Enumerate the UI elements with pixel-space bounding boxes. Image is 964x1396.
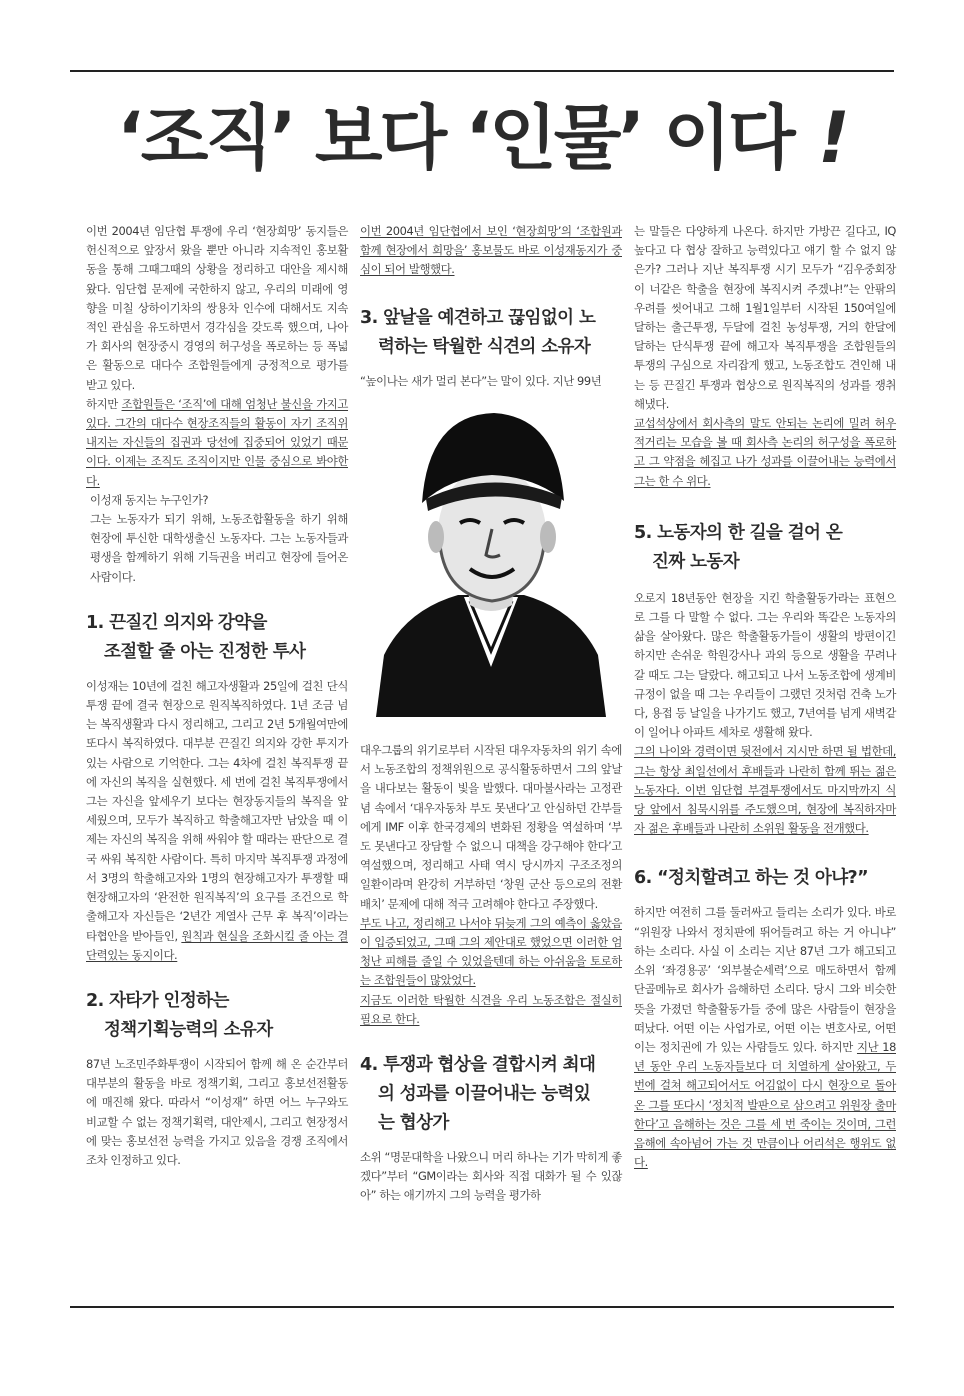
portrait-photo (366, 405, 616, 717)
section-2-heading (86, 987, 348, 1045)
section-3-underlined-2: 지금도 이러한 탁월한 식견을 우리 노동조합은 절실히 필요로 한다. (360, 992, 622, 1026)
section-3-underlined-1: 부도 나고, 정리해고 나서야 뒤늦게 그의 예측이 옳았음이 입증되었고, 그때 그의 제안대로 했었으면 이러한 엄청난 피해를 줄일 수 있었을텐데 하는 아쉬움을 토로하는 조합원들이 많았었다. (360, 915, 622, 988)
column-3 (634, 222, 896, 1172)
section-4-continued: 는 말들은 다양하게 나온다. 하지만 가방끈 길다고, IQ 높다고 다 협상 잘하고 능력있다고 얘기 할 수 없지 않은가? 그러나 지난 복직투쟁 시기 모두가 “김우중회장이 너같은 학출을 현장에 복직시켜 주겠냐!”는 안팎의 우려를 씻어내고 그해 1월1일부터 시작된 150여일에 달하는 출근투쟁, 두달에 걸친 농성투쟁, 거의 한달에 달하는 단식투쟁 끝에 해고자 복직투쟁을 조합원들의 투쟁의 구심으로 자리잡게 했고, 노동조합도 견인해 내는 등 끈질긴 투쟁과 협상으로 원직복직의 성과를 쟁취해냈다. (634, 224, 896, 411)
section-6-text: 하지만 여전히 그를 둘러싸고 들리는 소리가 있다. 바로 “위원장 나와서 정치판에 뛰어들려고 하는 거 아니냐” 하는 소리다. 사실 이 소리는 지난 87년 그가 해고되고 소위 ‘좌경용공’ ‘외부불순세력’으로 매도하면서 함께 단골메뉴로 회사가 음해하던 소리다. 당시 그와 비슷한 뜻을 가졌던 학출활동가들 중에 많은 사람들이 현장을 떠났다. 어떤 이는 사업가로, 어떤 이는 변호사로, 어떤 이는 정치권에 가 있는 사람들도 있다. 하지만 (634, 905, 896, 1054)
headline (70, 88, 894, 188)
headline-exclamation: ! (817, 97, 847, 179)
section-1-heading (86, 609, 348, 667)
section-1-body (86, 677, 348, 965)
section-5-line-1: 5. 노동자의 한 길을 걸어 온 (634, 522, 843, 543)
section-6-body (634, 903, 896, 1172)
top-rule (70, 70, 894, 72)
section-4-body: 소위 “명문대학을 나왔으니 머리 하나는 기가 막히게 좋겠다”부터 “GM이라는 회사와 직접 대화가 될 수 있잖아” 하는 애기까지 그의 능력을 평가하 (360, 1150, 622, 1203)
section-4-line-1: 4. 투쟁과 협상을 결합시켜 최대 (360, 1055, 596, 1076)
section-5-underlined: 그의 나이와 경력이면 뒷전에서 지시만 하면 될 법한데, 그는 항상 최일선에서 후배들과 나란히 함께 뛰는 젊은 노동자다. 이번 임단협 부결투쟁에서도 마지막까지 식당 앞에서 침묵시위를 주도했으며, 현장에 복직하자마자 젊은 후배들과 나란히 소위원 활동을 전개했다. (634, 744, 896, 836)
section-3-intro: “높이나는 새가 멀리 본다”는 말이 있다. 지난 99년 (360, 373, 602, 388)
section-5-line-2: 진짜 노동자 (652, 551, 740, 572)
column-1 (86, 222, 348, 1170)
section-4-line-3: 는 협상가 (378, 1113, 449, 1134)
section-1-line-1: 1. 끈질긴 의지와 강약을 (86, 612, 267, 633)
who-question: 이성재 동지는 누구인가? (90, 492, 209, 507)
section-4-underlined: 교섭석상에서 회사측의 말도 안되는 논리에 밀려 허우적거리는 모습을 볼 때 회사측 논리의 허구성을 폭로하고 그 약점을 헤집고 나가 성과를 이끌어내는 능력에서 그는 한 수 위다. (634, 416, 896, 488)
section-5-body: 오로지 18년동안 현장을 지킨 학출활동가라는 표현으로 그를 다 말할 수 없다. 그는 우리와 똑같은 노동자의 삶을 살아왔다. 많은 학출활동가들이 생활의 방편이긴 하지만 손쉬운 학원강사나 과외 등으로 생활을 꾸려나갈 때도 그는 달랐다. 해고되고 나서 노동조합에 생계비 규정이 없을 때 그는 우리들이 그랬던 것처럼 건축 노가다, 용접 등 날일을 나가기도 했고, 7년여를 넘게 새벽같이 일어나 아파트 세차로 생활해 왔다. (634, 590, 896, 740)
section-2-body: 87년 노조민주화투쟁이 시작되어 함께 해 온 순간부터 대부분의 활동을 바로 정책기획, 그리고 홍보선전활동에 매진해 왔다. 따라서 “이성재” 하면 어느 누구와도 비교할 수 없는 정책기획력, 대안제시, 그리고 현장정서에 맞는 홍보선전 능력을 가지고 있음을 경쟁 조직에서조차 인정하고 있다. (86, 1056, 348, 1167)
section-1-underlined: 원칙과 현실을 조화시킬 줄 아는 결단력있는 동지이다. (86, 928, 348, 962)
section-2-line-1: 2. 자타가 인정하는 (86, 990, 229, 1011)
however-lead: 하지만 (86, 396, 122, 411)
section-6-heading (634, 864, 896, 893)
intro-paragraph: 이번 2004년 임단협 투쟁에 우리 ‘현장희망’ 동지들은 헌신적으로 앞장서 왔을 뿐만 아니라 지속적인 홍보활동을 통해 그때그때의 상황을 정리하고 대안을 제시해 왔다. 임단협 문제에 국한하지 않고, 우리의 미래에 영향을 미칠 상하이기차의 쌍용차 인수에 대해서도 지속적인 관심을 유도하면서 경각심을 갖도록 했으며, 나아가 회사의 현장중시 경영의 허구성을 폭로하는 등 폭넓은 활동으로 대다수 조합원들에게 긍정적으로 평가를 받고 있다. (86, 224, 348, 392)
column-2-top-underlined: 이번 2004년 임단협에서 보인 ‘현장희망’의 ‘조합원과 함께 현장에서 희망을’ 홍보물도 바로 이성재동지가 중심이 되어 발행했다. (360, 224, 622, 277)
section-3-line-1: 3. 앞날을 예견하고 끊임없이 노 (360, 307, 596, 328)
section-6-line-1: 6. “정치할려고 하는 것 아냐?” (634, 868, 868, 889)
section-1-text: 이성재는 10년에 걸친 해고자생활과 25일에 걸친 단식투쟁 끝에 결국 현장으로 원직복직하였다. 1년 조금 넘는 복직생활과 다시 정리해고, 그리고 2년 5개월여만에 또다시 복직하였다. 대부분 끈질긴 의지와 강한 투지가 있는 사람으로 기억한다. 그는 4차에 걸친 복직투쟁 끝에 자신의 복직을 실현했다. 세 번에 걸친 복직투쟁에서 그는 자신을 앞세우기 보다는 현장동지들의 복직을 앞세웠으며, 모두가 복직하고 학출해고자만 남았을 때 이제는 자신의 복직을 위해 싸워야 할 때라는 판단으로 결국 싸워 복직한 사람이다. 특히 마지막 복직투쟁 과정에서 3명의 학출해고자와 1명의 현장해고자가 투쟁할 때 현장해고자의 ‘완전한 원직복직’의 요구를 조건으로 학출해고자 자신들은 ‘2년간 계열사 근무 후 복직’이라는 타협안을 받아들인, (86, 678, 348, 943)
headline-text: ‘조직’ 보다 ‘인물’ 이다 (117, 97, 793, 179)
section-5-heading (634, 519, 896, 577)
bottom-rule (70, 1306, 894, 1308)
section-3-body: 대우그룹의 위기로부터 시작된 대우자동차의 위기 속에서 노동조합의 정책위원으로 공식활동하면서 그의 앞날을 내다보는 활동이 빛을 발했다. 대마불사라는 고정관념 속에서 ‘대우자동차 부도 못낸다’고 안심하던 간부들에게 IMF 이후 한국경제의 변화된 정황을 역설하며 ‘부도 못낸다고 장담할 수 없으니 대책을 강구해야 한다’고 역설했으며, 정리해고 사태 역시 당시까지 구조조정의 일환이라며 완강히 거부하던 ‘창원 군산 등으로의 전환배치’ 문제에 대해 적극 고려해야 한다고 주장했다. (360, 743, 622, 911)
section-6-underlined: 지난 18년 동안 우리 노동자들보다 더 치열하게 살아왔고, 두 번에 걸쳐 해고되어서도 어김없이 다시 현장으로 돌아온 그를 또다시 ‘정치적 발판으로 삼으려고 위원장 출마한다’고 음해하는 것은 그를 세 번 죽이는 것이며, 그런 음해에 속아넘어 가는 것 만큼이나 어리석은 행위도 없다. (634, 1039, 896, 1170)
column-2 (360, 222, 622, 1206)
section-2-line-2: 정책기획능력의 소유자 (104, 1019, 273, 1040)
however-paragraph (86, 395, 348, 491)
who-body: 그는 노동자가 되기 위해, 노동조합활동을 하기 위해 현장에 투신한 대학생출신 노동자다. 그는 노동자들과 평생을 함께하기 위해 기득권을 버리고 현장에 들어온 사람이다. (90, 512, 348, 584)
however-underlined: 조합원들은 ‘조직’에 대해 엄청난 불신을 가지고 있다. 그간의 대다수 현장조직들의 활동이 자기 조직위 내지는 자신들의 집권과 당선에 집중되어 있었기 때문이다. 이제는 조직도 조직이지만 인물 중심으로 봐야한다. (86, 396, 349, 488)
section-3-heading (360, 304, 622, 362)
section-4-heading (360, 1051, 622, 1138)
section-3-line-2: 력하는 탁월한 식견의 소유자 (378, 336, 591, 357)
section-4-line-2: 의 성과를 이끌어내는 능력있 (378, 1084, 591, 1105)
section-1-line-2: 조절할 줄 아는 진정한 투사 (104, 641, 306, 662)
